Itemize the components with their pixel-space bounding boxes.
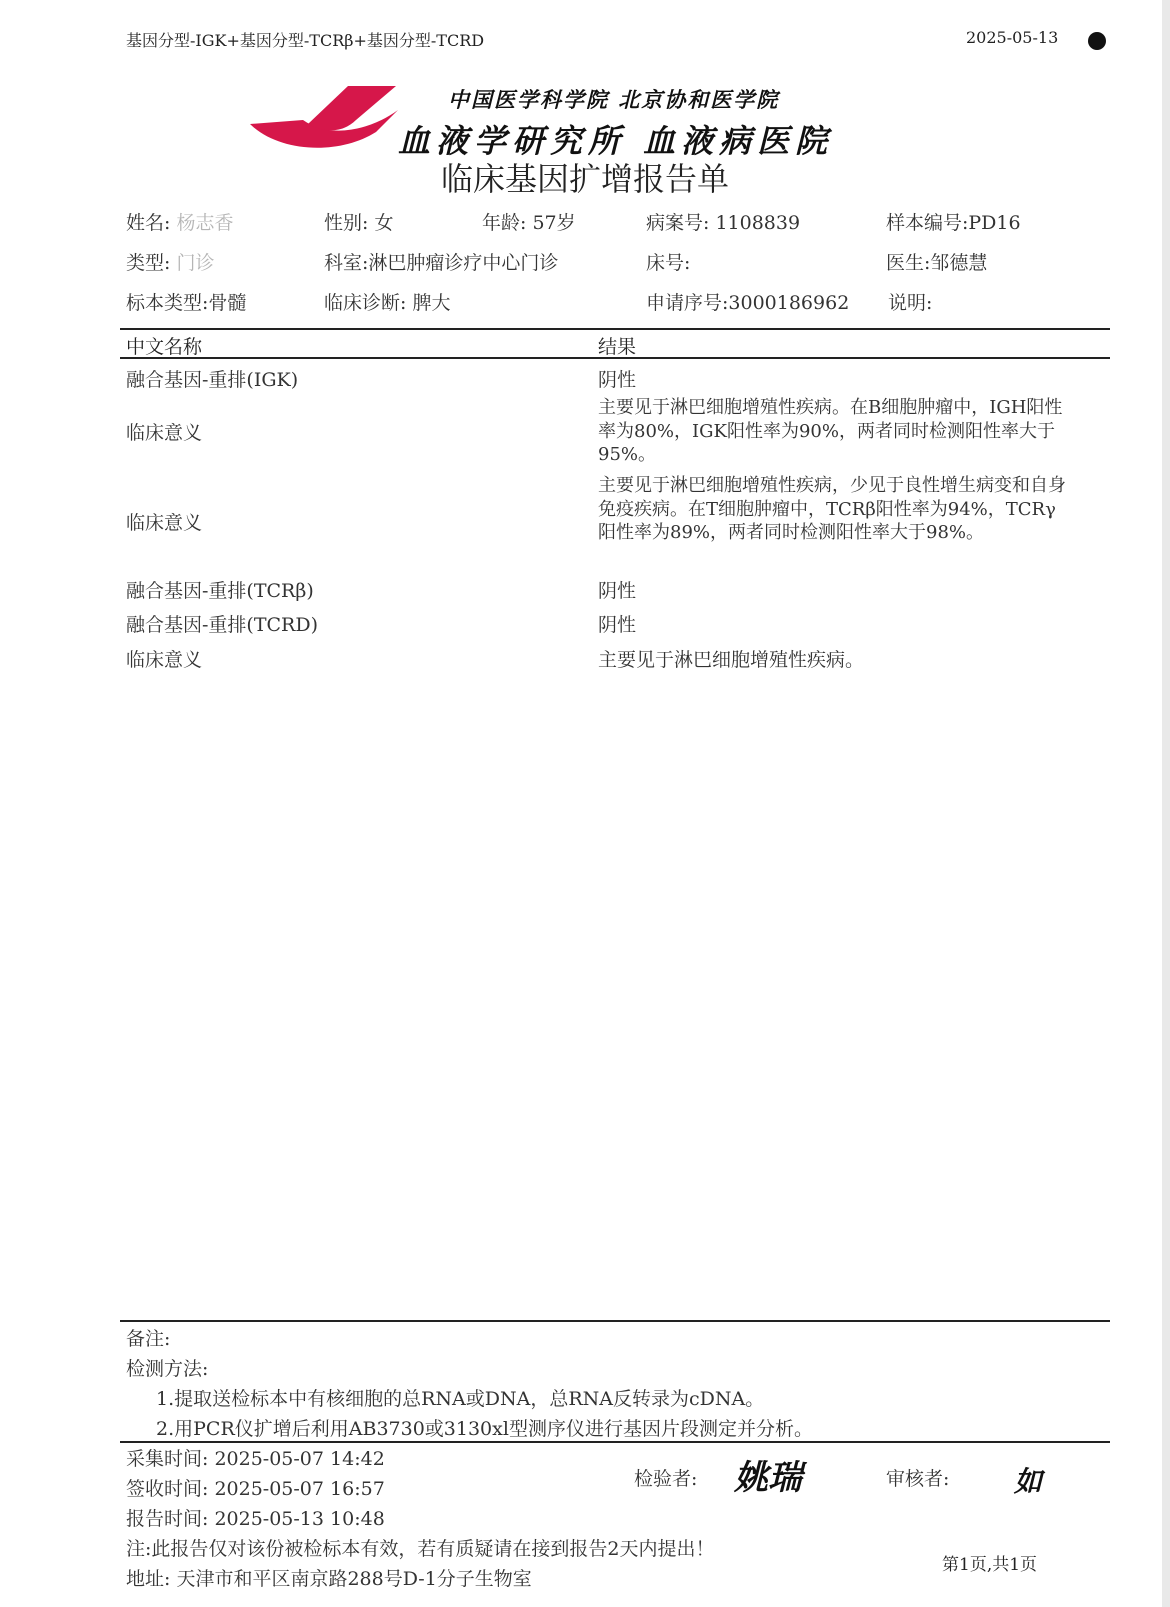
method-label: 检测方法: [126, 1358, 209, 1380]
visit-type-value: 门诊 [176, 252, 215, 274]
bed-number: 床号: [646, 252, 691, 274]
report-time: 报告时间: 2025-05-13 10:48 [126, 1508, 385, 1530]
table-row-result: 阴性 [598, 614, 637, 636]
validity-notice: 注:此报告仅对该份被检标本有效，若有质疑请在接到报告2天内提出！ [126, 1538, 715, 1560]
note-field: 说明: [888, 292, 933, 314]
logo-text-line1: 中国医学科学院 北京协和医学院 [448, 87, 780, 112]
patient-age: 年龄: 57岁 [482, 212, 576, 234]
hospital-logo [248, 80, 834, 160]
table-row-result: 阴性 [598, 369, 637, 391]
department: 科室:淋巴肿瘤诊疗中心门诊 [324, 252, 559, 274]
table-row-result: 主要见于淋巴细胞增殖性疾病。 [598, 649, 865, 671]
page-edge-shadow [1162, 0, 1170, 1607]
table-row-name: 临床意义 [126, 512, 203, 534]
lab-address: 地址: 天津市和平区南京路288号D-1分子生物室 [126, 1568, 532, 1590]
logo-swoosh-icon [248, 80, 408, 158]
remarks-label: 备注: [126, 1328, 171, 1350]
remarks-bottom-rule [120, 1441, 1110, 1443]
table-row-name: 融合基因-重排(TCRD) [126, 614, 318, 636]
report-title: 临床基因扩增报告单 [440, 160, 729, 198]
reviewer-label: 审核者: [886, 1468, 950, 1490]
table-row-result: 主要见于淋巴细胞增殖性疾病，少见于良性增生病变和自身免疫疾病。在T细胞肿瘤中，TCRβ阳性率为94%，TCRγ阳性率为89%，两者同时检测阳性率大于98%。 [598, 475, 1066, 543]
table-row-name: 临床意义 [126, 422, 203, 444]
receive-time: 签收时间: 2025-05-07 16:57 [126, 1478, 385, 1500]
table-top-rule [120, 328, 1110, 330]
table-row-name: 融合基因-重排(IGK) [126, 369, 299, 391]
patient-name-field [126, 208, 233, 235]
specimen-type: 标本类型:骨髓 [126, 292, 247, 314]
visit-type-label: 类型: [126, 252, 171, 274]
column-header-name: 中文名称 [126, 336, 203, 358]
table-row-name: 临床意义 [126, 649, 203, 671]
patient-name: 杨志香 [176, 212, 234, 234]
page-number: 第1页,共1页 [942, 1555, 1038, 1575]
sample-number: 样本编号:PD16 [886, 212, 1021, 234]
table-row-result: 阴性 [598, 580, 637, 602]
inspector-label: 检验者: [634, 1468, 698, 1490]
method-step-1: 1.提取送检标本中有核细胞的总RNA或DNA，总RNA反转录为cDNA。 [156, 1388, 765, 1410]
clinical-diagnosis: 临床诊断: 脾大 [324, 292, 451, 314]
case-number: 病案号: 1108839 [646, 212, 801, 234]
doctor: 医生:邹德慧 [886, 252, 988, 274]
inspector-signature: 姚瑞 [734, 1458, 802, 1498]
test-names-header: 基因分型-IGK+基因分型-TCRβ+基因分型-TCRD [126, 31, 485, 50]
patient-name-label: 姓名: [126, 212, 171, 234]
status-dot-icon [1088, 32, 1106, 50]
patient-sex: 性别: 女 [324, 212, 394, 234]
method-step-2: 2.用PCR仪扩增后利用AB3730或3130xl型测序仪进行基因片段测定并分析。 [156, 1418, 813, 1440]
remarks-top-rule [120, 1320, 1110, 1322]
table-row-result: 主要见于淋巴细胞增殖性疾病。在B细胞肿瘤中，IGH阳性率为80%，IGK阳性率为90%，两者同时检测阳性率大于95%。 [598, 397, 1063, 465]
table-row-name: 融合基因-重排(TCRβ) [126, 580, 314, 602]
logo-text-line2: 血液学研究所 血液病医院 [398, 122, 834, 160]
column-header-result: 结果 [598, 336, 637, 358]
request-number: 申请序号:3000186962 [646, 292, 850, 314]
collect-time: 采集时间: 2025-05-07 14:42 [126, 1448, 385, 1470]
table-header-rule [120, 357, 1110, 359]
visit-type-field [126, 248, 214, 275]
reviewer-signature: 如 [1014, 1465, 1043, 1498]
header-date: 2025-05-13 [966, 28, 1059, 47]
